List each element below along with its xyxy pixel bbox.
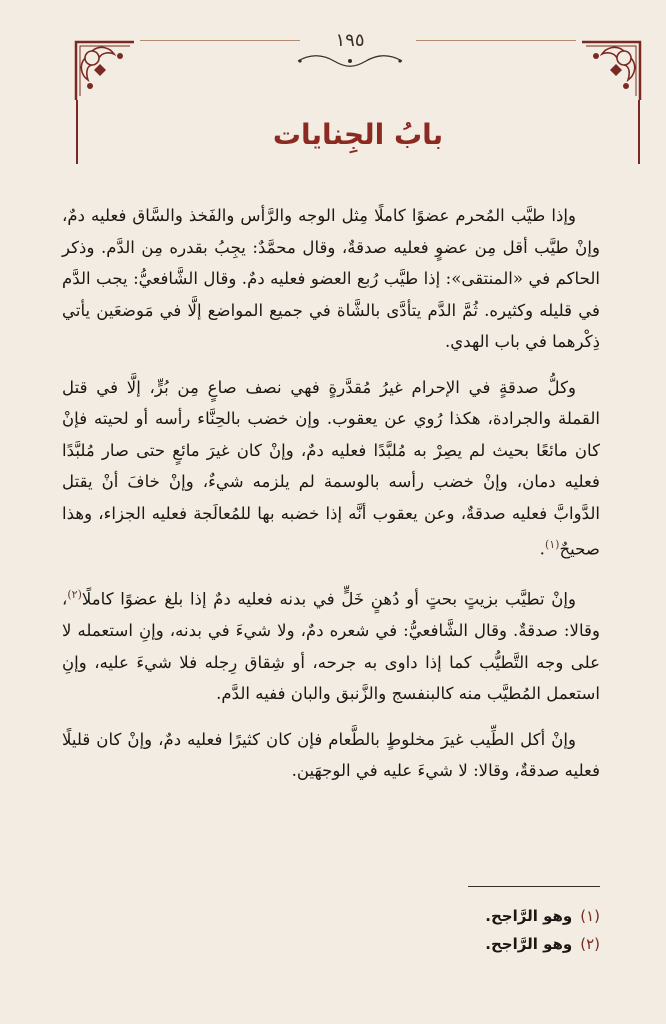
frame-line-top-right	[416, 40, 576, 41]
footnote-separator	[468, 886, 600, 887]
page-number-ornament-icon	[290, 52, 410, 70]
paragraph-1: وإذا طيَّب المُحرم عضوًا كاملًا مِثل الوجه والرَّأس والفَخذ والسَّاق فعليه دمٌ، وإنْ طيَّب أقل مِن عضوٍ فعليه صدقةٌ، وقال محمَّدٌ: يجِبُ بقدره مِن الدَّم. وذكر الحاكم في «المنتقى»: إذا طيَّب رُبع العضو فعليه دمٌ. وقال الشَّافعيُّ: يجب الدَّم في قليله وكثيره. ثُمَّ الدَّم يتأدَّى بالشَّاة في جميع المواضع إلَّا في مَوضعَين يأتي ذِكْرهما في باب الهدي.	[62, 206, 600, 351]
frame-line-left	[76, 100, 78, 164]
corner-ornament-right	[576, 34, 646, 104]
footnote-item	[62, 902, 600, 930]
chapter-title: بابُ الجِنايات	[272, 118, 444, 151]
page-number-header	[290, 30, 410, 72]
page-number: ١٩٥	[335, 30, 365, 51]
paragraph-2: وكلُّ صدقةٍ في الإحرام غيرُ مُقدَّرةٍ فهي نصف صاعٍ مِن بُرٍّ، إلَّا في قتل القملة والجرادة، هكذا رُوي عن يعقوب. وإن خضب بالحِنَّاء رأسه أو لحيته فإنْ كان مائعًا بحيث لم يصِرْ به مُلبَّدًا فعليه دمٌ، وإنْ كان غيرَ مائعٍ حتى صار مُلبَّدًا فعليه دمان، وإنْ خضب رأسه بالوسمة لم يلزمه شيءٌ، وإنْ خافَ أنْ يقتل الدَّوابَّ فعليه صدقةٌ، وعن يعقوب أنَّه إذا خضبه بها للمُعالَجة فعليه الجزاء، وهذا صحيحٌ$^{(١)}$.	[62, 377, 600, 559]
frame-line-top-left	[140, 40, 300, 41]
body-text	[62, 200, 600, 801]
footnote-ref-1[interactable]: (١)	[544, 538, 560, 551]
footnote-text: وهو الرَّاجح.	[485, 935, 573, 953]
paragraph-3-text: وإنْ تطيَّب بزيتٍ بحتٍ أو دُهنٍ خَلٍّ في بدنه فعليه دمٌ إذا بلغ عضوًا كاملًا	[81, 589, 576, 609]
footnote-ref-2[interactable]: (٢)	[67, 588, 82, 602]
footnote-item	[62, 930, 600, 958]
footnote-number: (١)	[580, 907, 600, 925]
paragraph-3-continuation: ، وقالا: صدقةٌ. وقال الشَّافعيُّ: في شعره دمٌ، ولا شيءَ في بدنه، وإنِ استعمله لا على وجه التَّطيُّب كما إذا داوى به جرحه، أو شِقاق رِجله فلا شيءَ عليه، وإنِ استعمل المُطيَّب منه كالبنفسج والزَّنبق والبان ففيه الدَّم.	[62, 589, 600, 704]
paragraph-4: وإنْ أكل الطِّيب غيرَ مخلوطٍ بالطَّعام فإن كان كثيرًا فعليه دمٌ، وإنْ كان قليلًا فعليه صدقةٌ، وقالا: لا شيءَ عليه في الوجهَين.	[62, 729, 600, 781]
frame-line-right	[638, 100, 640, 164]
footnotes	[62, 902, 600, 958]
corner-ornament-left	[70, 34, 140, 104]
paragraph-3	[62, 579, 600, 710]
paragraph-2-text: وكلُّ صدقةٍ في الإحرام غيرُ مُقدَّرةٍ فهي نصف صاعٍ مِن بُرٍّ، إلَّا في قتل القملة والجرادة، هكذا رُوي عن يعقوب. وإن خضب بالحِنَّاء رأسه أو لحيته فإنْ كان مائعًا بحيث لم يصِرْ به مُلبَّدًا فعليه دمٌ، وإنْ كان غيرَ مائعٍ حتى صار مُلبَّدًا فعليه دمان، وإنْ خضب رأسه بالوسمة لم يلزمه شيءٌ، وإنْ خافَ أنْ يقتل الدَّوابَّ فعليه صدقةٌ، وعن يعقوب أنَّه إذا خضبه بها للمُعالَجة فعليه الجزاء، وهذا صحيحٌ	[62, 377, 600, 559]
footnote-number: (٢)	[580, 935, 600, 953]
footnote-text: وهو الرَّاجح.	[485, 907, 573, 925]
